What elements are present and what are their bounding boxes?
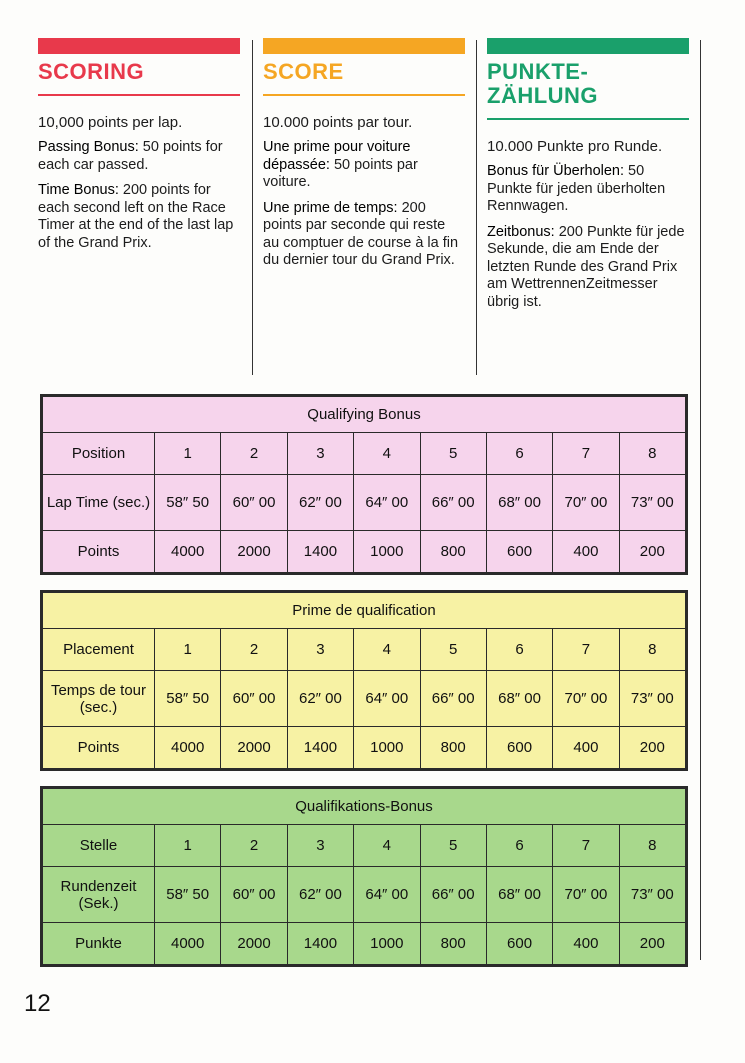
points-cell: 600 [486,923,552,965]
points-cell: 2000 [221,923,287,965]
page-number: 12 [24,990,51,1017]
points-cell: 4000 [155,727,221,769]
title-rule [263,94,465,96]
time-bonus: Une prime de temps: 200 points par seconde qui reste au comptuer de course à la fin du dernier tour du Grand Prix. [263,199,459,268]
position-cell: 5 [420,629,486,671]
lap-time-cell: 58″ 50 [155,671,221,727]
passing-bonus: Bonus für Überholen: 50 Punkte für jeden überholten Rennwagen. [487,163,666,214]
lap-time-cell: 73″ 00 [619,867,685,923]
position-cell: 1 [155,629,221,671]
column-title: PUNKTE- ZÄHLUNG [487,59,599,108]
points-cell: 4000 [155,923,221,965]
time-bonus: Time Bonus: 200 points for each second left on the Race Timer at the end of the last lap of the Grand Prix. [38,182,234,251]
position-cell: 8 [619,825,685,867]
points-per-lap: 10,000 points per lap. [38,114,183,131]
row-label: Points [43,531,155,573]
points-cell: 1000 [354,923,420,965]
position-cell: 4 [354,433,420,475]
lap-time-cell: 66″ 00 [420,475,486,531]
row-label: Placement [43,629,155,671]
lap-time-cell: 60″ 00 [221,671,287,727]
position-cell: 4 [354,825,420,867]
lap-time-cell: 58″ 50 [155,867,221,923]
passing-bonus: Passing Bonus: 50 points for each car passed. [38,139,223,173]
row-label: Stelle [43,825,155,867]
points-cell: 4000 [155,531,221,573]
lap-time-cell: 73″ 00 [619,671,685,727]
points-cell: 2000 [221,531,287,573]
column-title: SCORE [263,59,344,84]
lap-time-cell: 73″ 00 [619,475,685,531]
title-rule [38,94,240,96]
qualifying-bonus-table [40,590,688,771]
position-cell: 1 [155,825,221,867]
row-label: Punkte [43,923,155,965]
color-bar [263,38,465,54]
position-cell: 8 [619,433,685,475]
position-cell: 5 [420,433,486,475]
points-cell: 1400 [287,727,353,769]
position-cell: 8 [619,629,685,671]
title-rule [487,118,689,120]
position-cell: 2 [221,629,287,671]
row-label: Lap Time (sec.) [43,475,155,531]
lap-time-cell: 68″ 00 [486,475,552,531]
scoring-column-french [263,38,465,270]
position-cell: 7 [553,825,619,867]
points-cell: 1000 [354,727,420,769]
scoring-column-german [487,38,689,311]
lap-time-cell: 62″ 00 [287,867,353,923]
table-title: Qualifying Bonus [43,397,686,433]
position-cell: 2 [221,825,287,867]
column-title: SCORING [38,59,145,84]
position-cell: 2 [221,433,287,475]
row-label: Rundenzeit (Sek.) [43,867,155,923]
qualifying-bonus-table [40,786,688,967]
table-title: Prime de qualification [43,593,686,629]
row-label: Position [43,433,155,475]
column-divider [700,40,701,960]
row-label: Points [43,727,155,769]
color-bar [487,38,689,54]
position-cell: 3 [287,825,353,867]
qualifying-bonus-table [40,394,688,575]
column-divider [252,40,253,375]
position-cell: 7 [553,629,619,671]
lap-time-cell: 70″ 00 [553,671,619,727]
lap-time-cell: 64″ 00 [354,671,420,727]
position-cell: 5 [420,825,486,867]
lap-time-cell: 60″ 00 [221,475,287,531]
points-cell: 1400 [287,923,353,965]
points-cell: 400 [553,727,619,769]
position-cell: 6 [486,629,552,671]
table-title: Qualifikations-Bonus [43,789,686,825]
points-cell: 2000 [221,727,287,769]
points-cell: 200 [619,923,685,965]
lap-time-cell: 68″ 00 [486,867,552,923]
column-divider [476,40,477,375]
points-cell: 800 [420,727,486,769]
lap-time-cell: 62″ 00 [287,671,353,727]
points-cell: 600 [486,531,552,573]
lap-time-cell: 62″ 00 [287,475,353,531]
position-cell: 7 [553,433,619,475]
position-cell: 1 [155,433,221,475]
row-label: Temps de tour (sec.) [43,671,155,727]
position-cell: 3 [287,433,353,475]
position-cell: 6 [486,433,552,475]
lap-time-cell: 70″ 00 [553,475,619,531]
position-cell: 4 [354,629,420,671]
points-cell: 600 [486,727,552,769]
lap-time-cell: 66″ 00 [420,867,486,923]
lap-time-cell: 68″ 00 [486,671,552,727]
points-cell: 1400 [287,531,353,573]
lap-time-cell: 64″ 00 [354,867,420,923]
points-cell: 200 [619,727,685,769]
lap-time-cell: 64″ 00 [354,475,420,531]
points-cell: 800 [420,531,486,573]
passing-bonus: Une prime pour voiture dépassée: 50 points par voiture. [263,139,418,190]
scoring-column-english [38,38,240,252]
position-cell: 6 [486,825,552,867]
points-cell: 400 [553,923,619,965]
position-cell: 3 [287,629,353,671]
points-cell: 800 [420,923,486,965]
lap-time-cell: 70″ 00 [553,867,619,923]
lap-time-cell: 66″ 00 [420,671,486,727]
color-bar [38,38,240,54]
points-per-lap: 10.000 points par tour. [263,114,413,131]
points-cell: 1000 [354,531,420,573]
lap-time-cell: 58″ 50 [155,475,221,531]
points-cell: 200 [619,531,685,573]
points-cell: 400 [553,531,619,573]
points-per-lap: 10.000 Punkte pro Runde. [487,138,663,155]
lap-time-cell: 60″ 00 [221,867,287,923]
time-bonus: Zeitbonus: 200 Punkte für jede Sekunde, die am Ende der letzten Runde des Grand Prix am WettrennenZeitmesser übrig ist. [487,223,685,310]
